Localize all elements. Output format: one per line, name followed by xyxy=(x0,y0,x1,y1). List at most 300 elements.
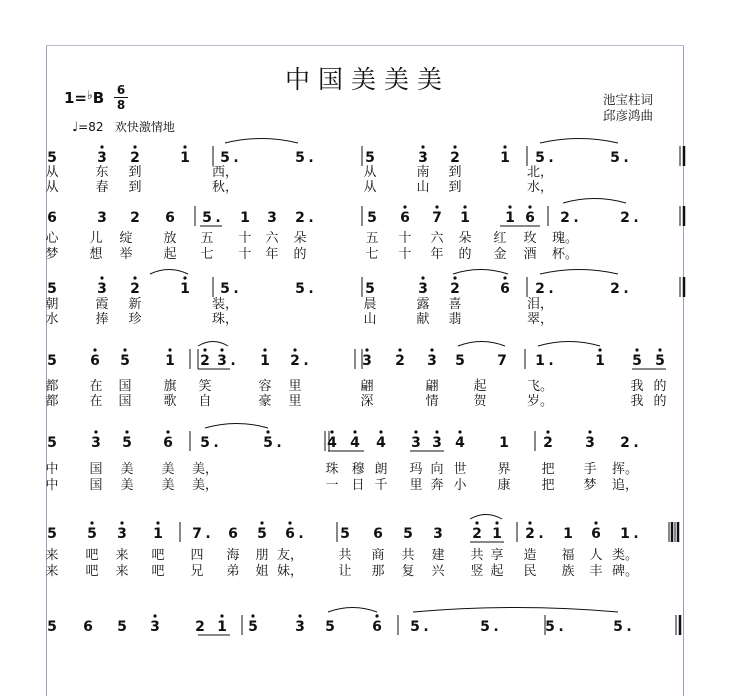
high-octave-dot xyxy=(421,145,424,148)
high-octave-dot xyxy=(528,521,531,524)
score-note: 1 xyxy=(620,526,630,542)
lyric-char: 新 xyxy=(128,297,142,312)
lyric-char: 笑 xyxy=(198,379,212,394)
lyric-char: 追， xyxy=(611,478,639,493)
score-note: 7 xyxy=(192,526,202,542)
score-note: 2 xyxy=(195,619,205,635)
score-note: 5 xyxy=(47,281,57,297)
lyric-char: 里 xyxy=(409,478,423,493)
slur xyxy=(563,199,626,204)
lyric-char: 都 xyxy=(45,394,59,409)
lyric-char: 共 xyxy=(470,548,484,563)
lyric-char: 年 xyxy=(265,247,279,262)
score-note: 7 xyxy=(432,210,442,226)
high-octave-dot xyxy=(528,205,531,208)
score-note: 5 xyxy=(122,435,132,451)
score-note: 1 xyxy=(240,210,250,226)
augmentation-dot: . xyxy=(230,353,236,369)
lyric-char: 珠， xyxy=(211,312,239,327)
lyric-char: 竖 xyxy=(470,564,484,579)
high-octave-dot xyxy=(463,205,466,208)
augmentation-dot: . xyxy=(548,150,554,166)
lyric-char: 兄 xyxy=(190,564,204,579)
score-note: 1 xyxy=(153,526,163,542)
score-note: 2 xyxy=(130,281,140,297)
lyric-char: 吧 xyxy=(85,564,99,579)
score-note: 5 xyxy=(47,435,57,451)
lyric-char: 水 xyxy=(45,312,59,327)
lyric-char: 造 xyxy=(523,548,537,563)
score-note: 3 xyxy=(411,435,421,451)
score-note: 5 xyxy=(535,150,545,166)
slur xyxy=(150,270,188,275)
augmentation-dot: . xyxy=(233,281,239,297)
lyric-char: 捧 xyxy=(95,312,109,327)
score-note: 2 xyxy=(450,281,460,297)
high-octave-dot xyxy=(635,348,638,351)
lyric-char: 晨 xyxy=(363,297,377,312)
slur xyxy=(198,342,228,347)
score-note: 2 xyxy=(450,150,460,166)
lyric-char: 起 xyxy=(473,379,487,394)
high-octave-dot xyxy=(658,348,661,351)
high-octave-dot xyxy=(123,348,126,351)
lyric-char: 美 xyxy=(120,478,134,493)
lyric-char: 美 xyxy=(161,478,175,493)
score-note: 3 xyxy=(418,281,428,297)
lyric-char: 从 xyxy=(45,180,59,195)
score-note: 7 xyxy=(497,353,507,369)
score-note: 1 xyxy=(217,619,227,635)
lyric-char: 春 xyxy=(95,180,109,195)
score-note: 5 xyxy=(47,526,57,542)
flat-symbol: ♭ xyxy=(87,88,93,102)
lyric-char: 让 xyxy=(338,564,352,579)
lyric-char: 康 xyxy=(497,478,511,493)
lyric-char: 心 xyxy=(45,231,59,246)
lyric-char: 珍 xyxy=(128,312,142,327)
score-note: 1 xyxy=(260,353,270,369)
score-note: 5 xyxy=(545,619,555,635)
score-note: 5 xyxy=(325,619,335,635)
lyric-char: 玫 xyxy=(523,231,537,246)
lyric-char: 到 xyxy=(128,180,142,195)
score-note: 5 xyxy=(365,281,375,297)
augmentation-dot: . xyxy=(215,210,221,226)
lyric-char: 五 xyxy=(200,231,214,246)
score-note: 2 xyxy=(620,435,630,451)
score-note: 5 xyxy=(220,150,230,166)
score-note: 5 xyxy=(295,150,305,166)
lyric-char: 自 xyxy=(198,394,212,409)
lyric-char: 瑰。 xyxy=(551,231,579,246)
high-octave-dot xyxy=(430,348,433,351)
high-octave-dot xyxy=(90,521,93,524)
lyric-char: 来 xyxy=(45,564,59,579)
high-octave-dot xyxy=(183,145,186,148)
lyric-char: 妹， xyxy=(276,564,304,579)
lyric-char: 十 xyxy=(238,247,252,262)
high-octave-dot xyxy=(203,348,206,351)
high-octave-dot xyxy=(503,145,506,148)
score-note: 2 xyxy=(395,353,405,369)
score-note: 1 xyxy=(499,435,509,451)
score-note: 3 xyxy=(150,619,160,635)
score-note: 5 xyxy=(47,619,57,635)
quarter-note-icon: ♩ xyxy=(72,120,79,135)
score-note: 3 xyxy=(432,435,442,451)
score-note: 5 xyxy=(117,619,127,635)
score-note: 6 xyxy=(165,210,175,226)
score-note: 6 xyxy=(228,526,238,542)
lyric-char: 美， xyxy=(191,478,219,493)
high-octave-dot xyxy=(94,430,97,433)
score-note: 2 xyxy=(290,353,300,369)
lyric-char: 中 xyxy=(45,478,59,493)
score-note: 1 xyxy=(535,353,545,369)
score-note: 1 xyxy=(180,150,190,166)
high-octave-dot xyxy=(594,521,597,524)
lyric-char: 穆 xyxy=(351,462,365,477)
lyric-char: 六 xyxy=(430,231,444,246)
lyric-char: 东 xyxy=(95,165,109,180)
lyric-char: 享 xyxy=(490,548,504,563)
score-note: 3 xyxy=(433,526,443,542)
lyric-char: 山 xyxy=(416,180,430,195)
score-note: 2 xyxy=(543,435,553,451)
slur xyxy=(328,608,377,613)
lyric-char: 梦 xyxy=(583,478,597,493)
lyric-char: 七 xyxy=(200,247,214,262)
score-note: 2 xyxy=(620,210,630,226)
composer-credit: 邱彦鸿曲 xyxy=(603,108,654,123)
lyric-char: 翩 xyxy=(360,379,374,394)
lyric-char: 歌 xyxy=(163,394,177,409)
high-octave-dot xyxy=(93,348,96,351)
high-octave-dot xyxy=(453,145,456,148)
lyric-char: 朵 xyxy=(293,231,307,246)
lyric-char: 十 xyxy=(238,231,252,246)
score-note: 2 xyxy=(525,526,535,542)
lyric-char: 人 xyxy=(589,548,603,563)
lyric-char: 在 xyxy=(89,379,103,394)
high-octave-dot xyxy=(251,614,254,617)
augmentation-dot: . xyxy=(623,150,629,166)
augmentation-dot: . xyxy=(548,353,554,369)
lyric-char: 民 xyxy=(523,564,537,579)
lyric-char: 美， xyxy=(191,462,219,477)
augmentation-dot: . xyxy=(493,619,499,635)
augmentation-dot: . xyxy=(308,150,314,166)
lyric-char: 中 xyxy=(45,462,59,477)
high-octave-dot xyxy=(508,205,511,208)
lyric-char: 族 xyxy=(561,564,575,579)
score-note: 2 xyxy=(200,353,210,369)
score-note: 6 xyxy=(373,526,383,542)
lyric-char: 我 xyxy=(630,394,644,409)
high-octave-dot xyxy=(120,521,123,524)
lyric-char: 喜 xyxy=(448,297,462,312)
high-octave-dot xyxy=(379,430,382,433)
lyric-char: 深 xyxy=(360,394,374,409)
lyric-char: 西， xyxy=(211,165,239,180)
lyric-char: 的 xyxy=(458,247,472,262)
score-note: 5 xyxy=(610,150,620,166)
lyric-char: 朋 xyxy=(255,548,269,563)
lyric-char: 福 xyxy=(561,548,575,563)
score-note: 5 xyxy=(410,619,420,635)
high-octave-dot xyxy=(100,276,103,279)
lyric-char: 世 xyxy=(453,462,467,477)
lyric-char: 从 xyxy=(45,165,59,180)
lyric-char: 手 xyxy=(583,462,597,477)
lyric-char: 从 xyxy=(363,180,377,195)
lyric-char: 吧 xyxy=(151,548,165,563)
high-octave-dot xyxy=(156,521,159,524)
lyric-char: 情 xyxy=(425,394,439,409)
score-note: 5 xyxy=(120,353,130,369)
lyric-char: 里 xyxy=(288,379,302,394)
high-octave-dot xyxy=(166,430,169,433)
score-note: 5 xyxy=(340,526,350,542)
slur xyxy=(225,139,298,144)
lyric-char: 美 xyxy=(120,462,134,477)
score-note: 4 xyxy=(350,435,360,451)
lyric-char: 复 xyxy=(401,564,415,579)
lyric-char: 霞 xyxy=(95,297,109,312)
lyric-char: 从 xyxy=(363,165,377,180)
high-octave-dot xyxy=(588,430,591,433)
lyric-char: 的 xyxy=(653,394,667,409)
lyric-char: 小 xyxy=(453,478,467,493)
lyric-char: 来 xyxy=(115,548,129,563)
augmentation-dot: . xyxy=(298,526,304,542)
augmentation-dot: . xyxy=(633,526,639,542)
lyric-char: 那 xyxy=(371,564,385,579)
score-note: 5 xyxy=(365,150,375,166)
score-note: 5 xyxy=(47,353,57,369)
lyric-char: 举 xyxy=(119,247,133,262)
lyric-char: 友， xyxy=(276,548,304,563)
lyric-char: 朵 xyxy=(458,231,472,246)
score-note: 6 xyxy=(591,526,601,542)
augmentation-dot: . xyxy=(633,210,639,226)
score-note: 1 xyxy=(165,353,175,369)
lyric-char: 商 xyxy=(371,548,385,563)
slur xyxy=(540,139,618,144)
lyric-char: 朗 xyxy=(374,462,388,477)
lyric-char: 朝 xyxy=(45,297,59,312)
high-octave-dot xyxy=(453,276,456,279)
high-octave-dot xyxy=(183,276,186,279)
lyricist-credit: 池宝柱词 xyxy=(603,92,654,107)
lyric-char: 美 xyxy=(161,462,175,477)
score-note: 3 xyxy=(97,150,107,166)
lyric-char: 向 xyxy=(430,462,444,477)
score-note: 6 xyxy=(525,210,535,226)
lyric-char: 十 xyxy=(398,247,412,262)
score-note: 5 xyxy=(295,281,305,297)
lyric-char: 的 xyxy=(293,247,307,262)
high-octave-dot xyxy=(414,430,417,433)
high-octave-dot xyxy=(168,348,171,351)
score-note: 1 xyxy=(505,210,515,226)
score-note: 2 xyxy=(130,150,140,166)
score-note: 3 xyxy=(117,526,127,542)
high-octave-dot xyxy=(263,348,266,351)
high-octave-dot xyxy=(403,205,406,208)
slur xyxy=(458,342,505,347)
high-octave-dot xyxy=(435,430,438,433)
lyric-char: 弟 xyxy=(226,564,240,579)
lyric-char: 共 xyxy=(401,548,415,563)
tempo-bpm: =82 xyxy=(78,120,104,134)
slur xyxy=(413,608,618,613)
song-title: 中国美美美 xyxy=(284,65,450,94)
high-octave-dot xyxy=(375,614,378,617)
augmentation-dot: . xyxy=(213,435,219,451)
lyric-char: 梦 xyxy=(45,247,59,262)
lyric-char: 酒 xyxy=(523,247,537,262)
score-note: 5 xyxy=(257,526,267,542)
high-octave-dot xyxy=(503,276,506,279)
augmentation-dot: . xyxy=(276,435,282,451)
slur xyxy=(540,270,618,275)
score-note: 3 xyxy=(427,353,437,369)
high-octave-dot xyxy=(365,348,368,351)
lyric-char: 国 xyxy=(89,478,103,493)
lyric-char: 珠 xyxy=(325,462,339,477)
lyric-char: 贺 xyxy=(473,394,487,409)
score-note: 5 xyxy=(248,619,258,635)
score-note: 6 xyxy=(500,281,510,297)
lyric-char: 起 xyxy=(490,564,504,579)
meter-numerator: 6 xyxy=(116,83,126,97)
lyric-char: 水， xyxy=(526,180,554,195)
score-note: 2 xyxy=(472,526,482,542)
lyric-char: 翡 xyxy=(448,312,462,327)
high-octave-dot xyxy=(398,348,401,351)
score-note: 3 xyxy=(267,210,277,226)
lyric-char: 到 xyxy=(448,180,462,195)
score-note: 5 xyxy=(403,526,413,542)
high-octave-dot xyxy=(353,430,356,433)
score-note: 4 xyxy=(327,435,337,451)
lyric-char: 秋， xyxy=(211,180,239,195)
lyric-char: 六 xyxy=(265,231,279,246)
lyric-char: 吧 xyxy=(85,548,99,563)
lyric-char: 玛 xyxy=(409,462,423,477)
score-note: 3 xyxy=(217,353,227,369)
score-note: 4 xyxy=(455,435,465,451)
lyric-char: 在 xyxy=(89,394,103,409)
augmentation-dot: . xyxy=(423,619,429,635)
score-note: 6 xyxy=(400,210,410,226)
lyric-char: 翩 xyxy=(425,379,439,394)
slur xyxy=(453,270,508,275)
high-octave-dot xyxy=(495,521,498,524)
score-note: 3 xyxy=(97,210,107,226)
lyric-char: 露 xyxy=(416,297,430,312)
lyric-char: 碑。 xyxy=(611,564,639,579)
high-octave-dot xyxy=(266,430,269,433)
augmentation-dot: . xyxy=(308,281,314,297)
score-note: 5 xyxy=(220,281,230,297)
augmentation-dot: . xyxy=(303,353,309,369)
lyric-char: 千 xyxy=(374,478,388,493)
lyric-char: 北， xyxy=(526,165,554,180)
key-prefix: 1= xyxy=(64,89,88,107)
lyric-char: 十 xyxy=(398,231,412,246)
score-note: 3 xyxy=(97,281,107,297)
high-octave-dot xyxy=(125,430,128,433)
high-octave-dot xyxy=(298,614,301,617)
lyric-char: 起 xyxy=(163,247,177,262)
high-octave-dot xyxy=(288,521,291,524)
score-note: 1 xyxy=(563,526,573,542)
high-octave-dot xyxy=(458,430,461,433)
lyric-char: 南 xyxy=(416,165,430,180)
lyric-char: 岁。 xyxy=(526,394,554,409)
score-note: 1 xyxy=(492,526,502,542)
slur xyxy=(205,424,268,429)
score-note: 5 xyxy=(200,435,210,451)
score-note: 6 xyxy=(90,353,100,369)
lyric-char: 年 xyxy=(430,247,444,262)
key-note: B xyxy=(92,89,105,107)
lyric-char: 来 xyxy=(115,564,129,579)
lyric-char: 吧 xyxy=(151,564,165,579)
score-note: 6 xyxy=(163,435,173,451)
score-note: 5 xyxy=(455,353,465,369)
high-octave-dot xyxy=(260,521,263,524)
tempo-expression: 欢快激情地 xyxy=(114,120,175,134)
lyric-char: 挥。 xyxy=(611,462,639,477)
lyric-char: 我 xyxy=(630,379,644,394)
score-note: 5 xyxy=(47,150,57,166)
score-note: 6 xyxy=(83,619,93,635)
lyric-char: 红 xyxy=(493,231,507,246)
lyric-char: 放 xyxy=(163,231,177,246)
lyric-char: 类。 xyxy=(611,548,639,563)
score-note: 3 xyxy=(418,150,428,166)
lyric-char: 翠， xyxy=(526,312,554,327)
augmentation-dot: . xyxy=(308,210,314,226)
lyric-char: 日 xyxy=(351,478,365,493)
lyric-char: 姐 xyxy=(255,564,269,579)
score-note: 1 xyxy=(460,210,470,226)
lyric-char: 建 xyxy=(431,548,445,563)
lyric-char: 兴 xyxy=(431,564,445,579)
lyric-char: 旗 xyxy=(163,379,177,394)
lyric-char: 里 xyxy=(288,394,302,409)
lyric-char: 丰 xyxy=(589,564,603,579)
high-octave-dot xyxy=(475,521,478,524)
lyric-char: 杯。 xyxy=(551,247,579,262)
lyric-char: 到 xyxy=(448,165,462,180)
score-note: 5 xyxy=(613,619,623,635)
lyric-char: 七 xyxy=(365,247,379,262)
score-note: 5 xyxy=(202,210,212,226)
score-note: 5 xyxy=(367,210,377,226)
lyric-char: 五 xyxy=(365,231,379,246)
score-note: 5 xyxy=(632,353,642,369)
lyric-char: 献 xyxy=(416,312,430,327)
augmentation-dot: . xyxy=(623,281,629,297)
lyric-char: 容 xyxy=(258,379,272,394)
augmentation-dot: . xyxy=(633,435,639,451)
lyric-char: 一 xyxy=(325,478,339,493)
